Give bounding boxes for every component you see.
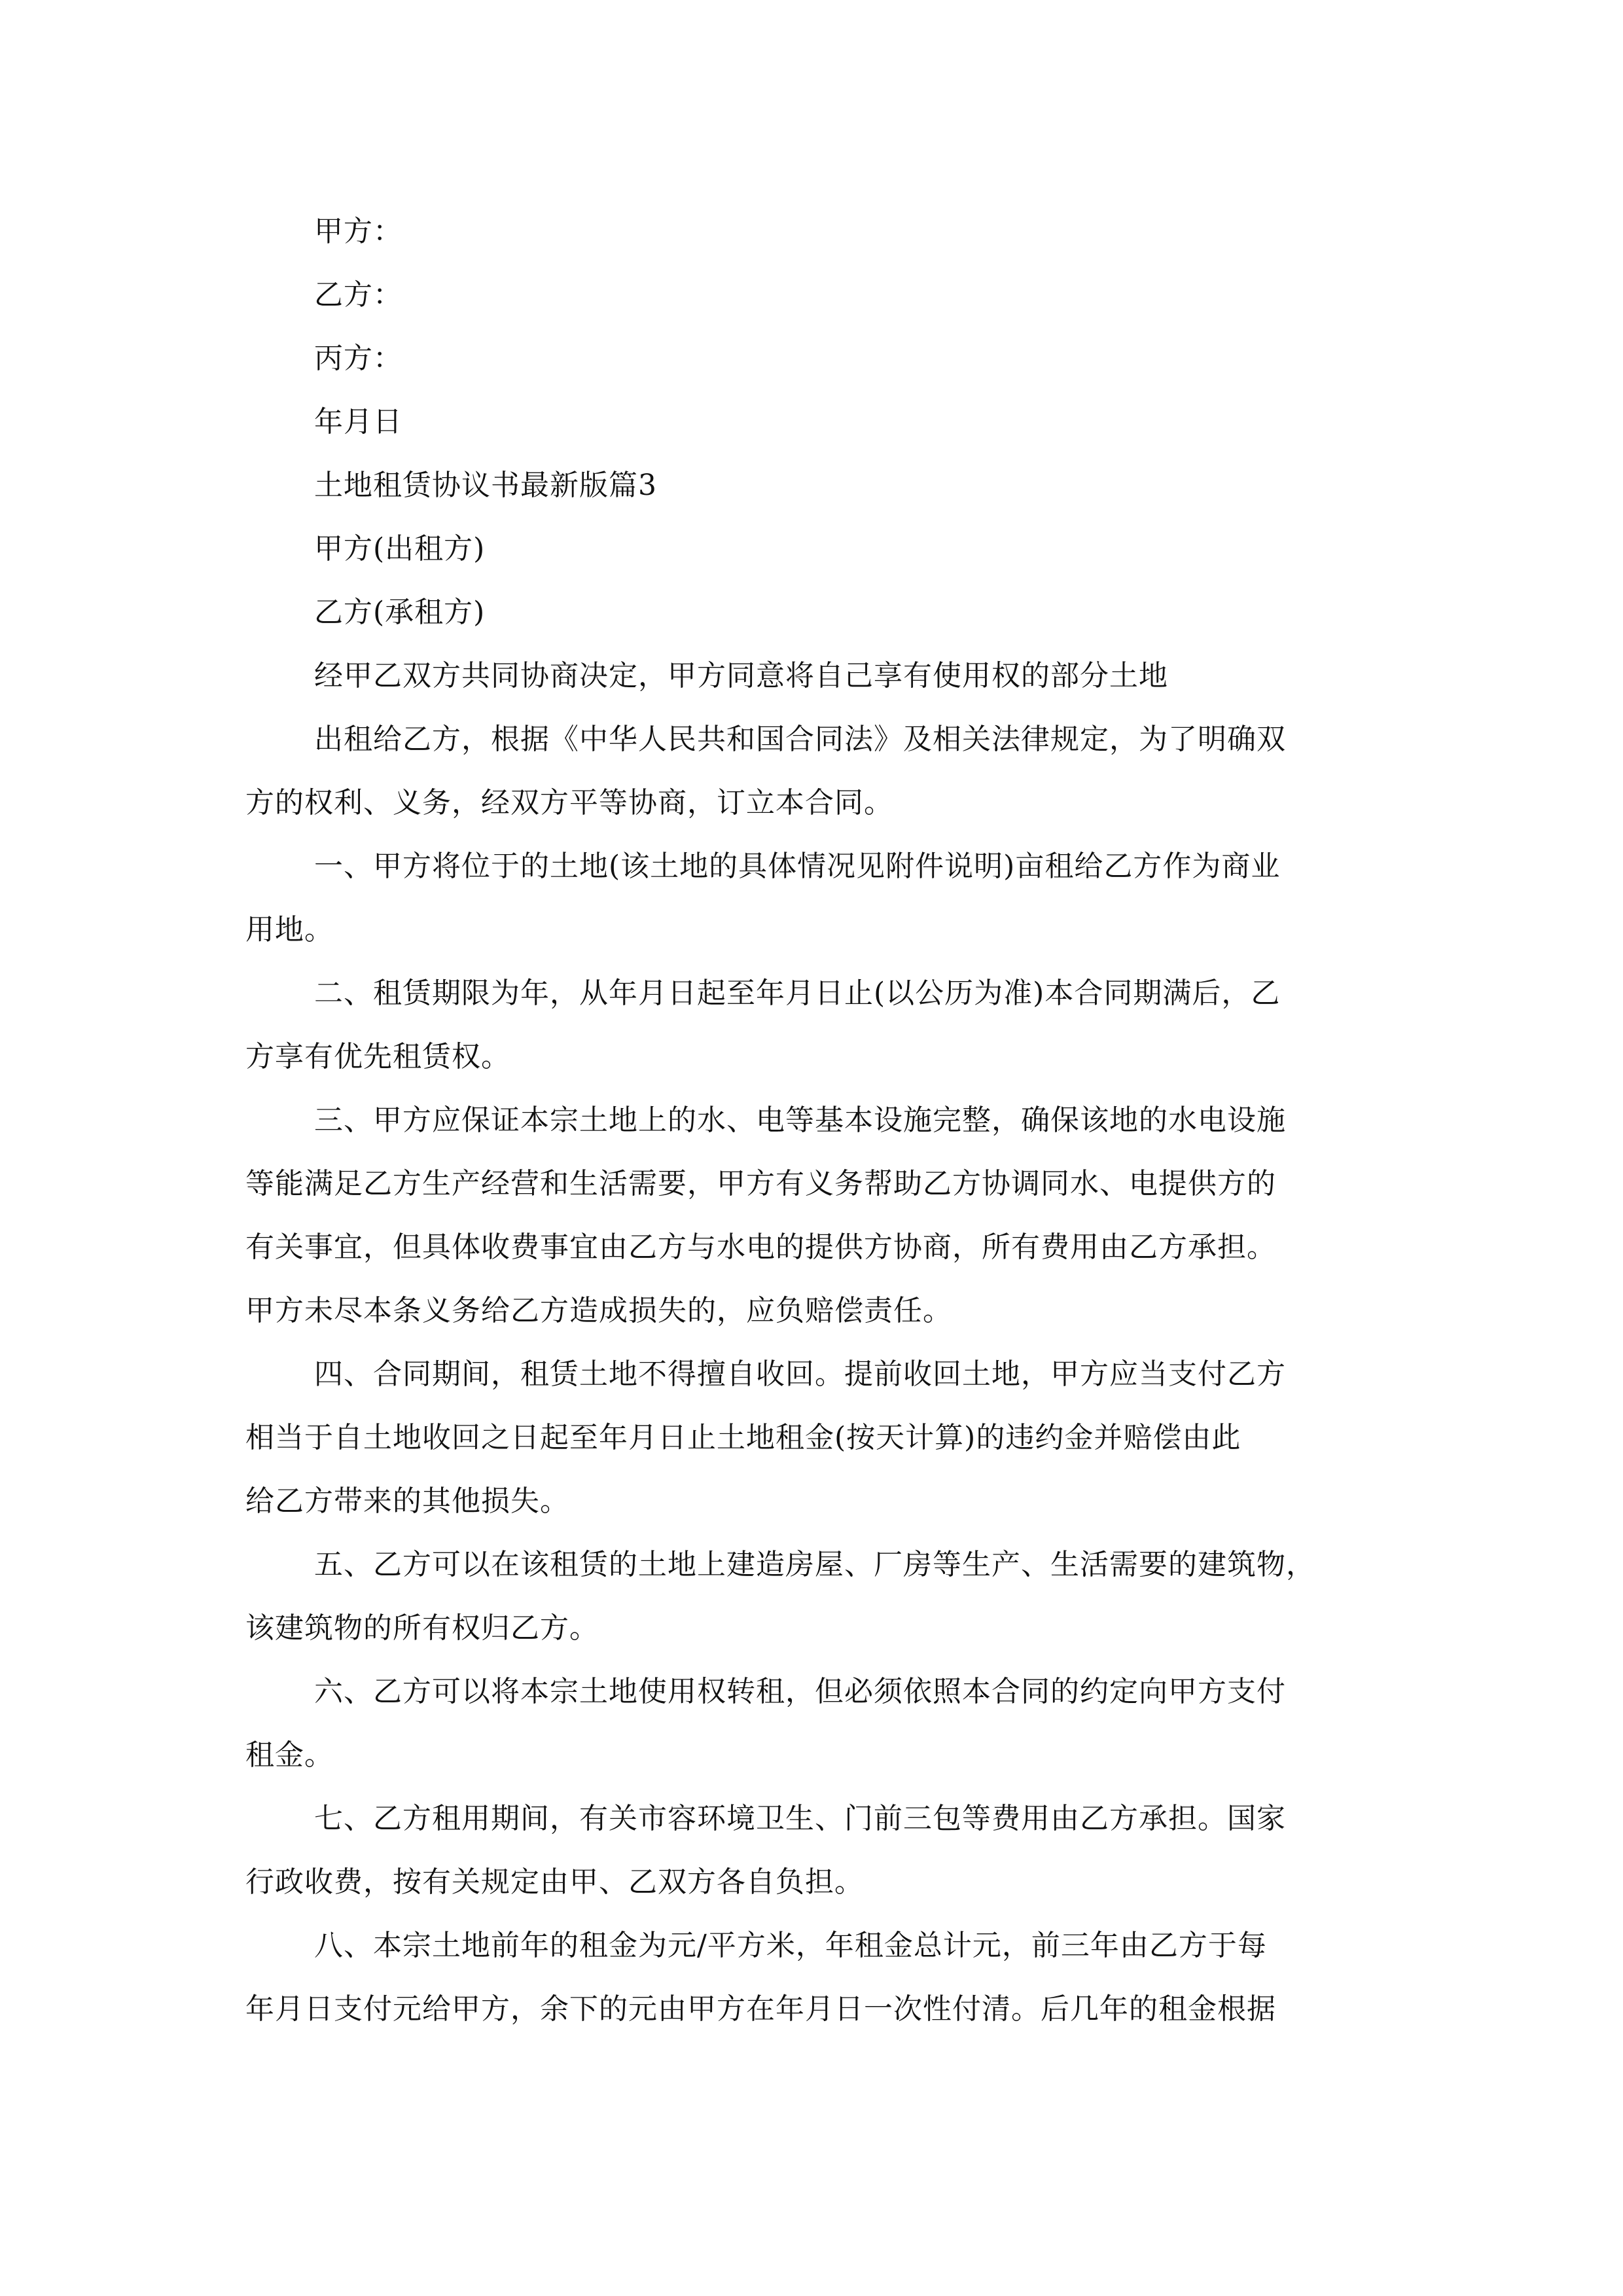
clause-2-line: 二、租赁期限为年，从年月日起至年月日止(以公历为准)本合同期满后，乙: [314, 977, 1281, 1010]
clause-4-line: 给乙方带来的其他损失。: [245, 1484, 569, 1518]
party-a-line: 甲方：: [314, 215, 402, 248]
clause-4-line: 相当于自土地收回之日起至年月日止土地租金(按天计算)的违约金并赔偿由此: [245, 1421, 1241, 1454]
clause-1-line: 用地。: [245, 913, 334, 946]
clause-3-line: 三、甲方应保证本宗土地上的水、电等基本设施完整，确保该地的水电设施: [314, 1103, 1286, 1137]
clause-3-line: 有关事宜，但具体收费事宜由乙方与水电的提供方协商，所有费用由乙方承担。: [245, 1230, 1276, 1264]
paragraph-line: 出租给乙方，根据《中华人民共和国合同法》及相关法律规定，为了明确双: [314, 723, 1286, 756]
section-heading: 土地租赁协议书最新版篇3: [314, 469, 657, 502]
clause-3-line: 等能满足乙方生产经营和生活需要，甲方有义务帮助乙方协调同水、电提供方的: [245, 1167, 1276, 1200]
paragraph-line: 经甲乙双方共同协商决定，甲方同意将自己享有使用权的部分土地: [314, 659, 1168, 692]
clause-6-line: 租金。: [245, 1738, 334, 1772]
clause-5-line: 该建筑物的所有权归乙方。: [245, 1611, 599, 1645]
clause-3-line: 甲方未尽本条义务给乙方造成损失的，应负赔偿责任。: [245, 1294, 952, 1327]
clause-5-line: 五、乙方可以在该租赁的土地上建造房屋、厂房等生产、生活需要的建筑物，: [314, 1548, 1315, 1581]
paragraph-line: 方的权利、义务，经双方平等协商，订立本合同。: [245, 786, 893, 819]
clause-8-line: 年月日支付元给甲方，余下的元由甲方在年月日一次性付清。后几年的租金根据: [245, 1992, 1276, 2026]
clause-7-line: 七、乙方租用期间，有关市容环境卫生、门前三包等费用由乙方承担。国家: [314, 1802, 1286, 1835]
clause-6-line: 六、乙方可以将本宗土地使用权转租，但必须依照本合同的约定向甲方支付: [314, 1675, 1286, 1708]
date-line: 年月日: [314, 405, 402, 439]
clause-4-line: 四、合同期间，租赁土地不得擅自收回。提前收回土地，甲方应当支付乙方: [314, 1357, 1286, 1391]
lessee-line: 乙方(承租方): [314, 596, 486, 629]
clause-1-line: 一、甲方将位于的土地(该土地的具体情况见附件说明)亩租给乙方作为商业: [314, 850, 1281, 883]
clause-7-line: 行政收费，按有关规定由甲、乙双方各自负担。: [245, 1865, 864, 1899]
party-c-line: 丙方：: [314, 342, 402, 375]
clause-8-line: 八、本宗土地前年的租金为元/平方米，年租金总计元，前三年由乙方于每: [314, 1929, 1267, 1962]
clause-2-line: 方享有优先租赁权。: [245, 1040, 510, 1073]
lessor-line: 甲方(出租方): [314, 532, 486, 565]
document-body: [245, 200, 1381, 2041]
party-b-line: 乙方：: [314, 278, 402, 312]
